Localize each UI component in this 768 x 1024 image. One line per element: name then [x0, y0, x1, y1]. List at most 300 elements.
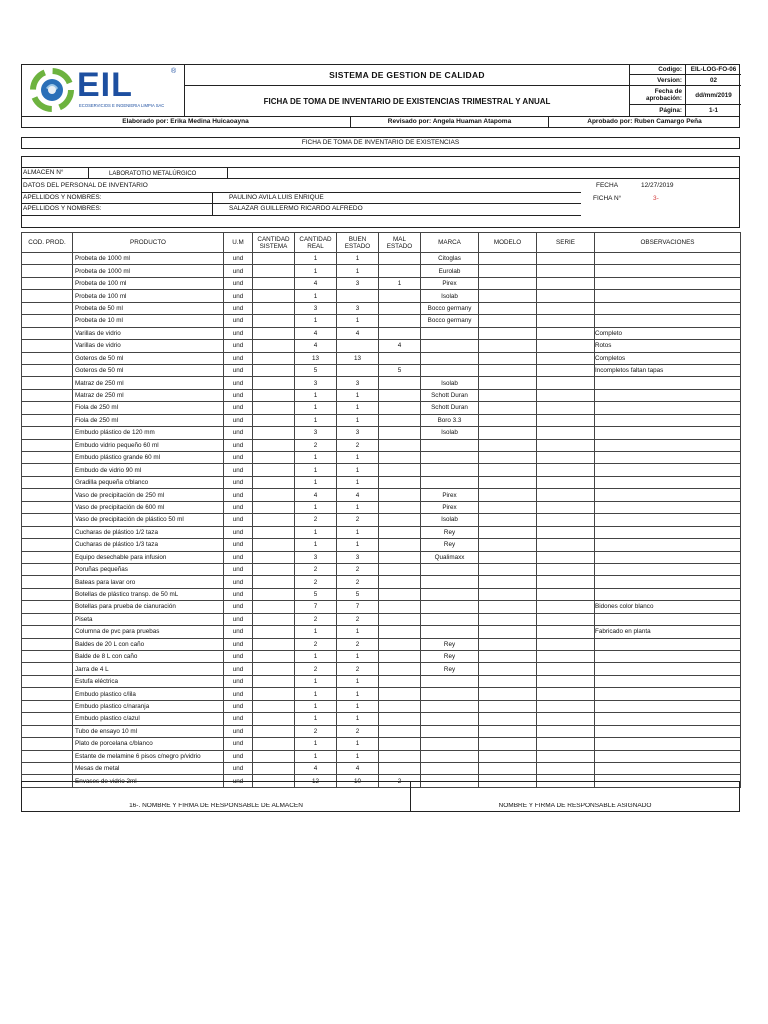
cantidad-sistema-cell — [253, 501, 295, 513]
producto-cell: Probeta de 100 ml — [73, 277, 224, 289]
cantidad-real-cell: 2 — [295, 576, 337, 588]
col-header: SERIE — [537, 233, 595, 253]
serie-cell — [537, 750, 595, 762]
buen-estado-cell: 2 — [337, 663, 379, 675]
table-row — [22, 713, 741, 725]
cod-cell — [22, 762, 73, 774]
buen-estado-cell: 3 — [337, 277, 379, 289]
mal-estado-cell — [379, 476, 421, 488]
warehouse-signature-label: 16-. NOMBRE Y FIRMA DE RESPONSABLE DE ALMACEN — [129, 803, 303, 809]
form-title: FICHA DE TOMA DE INVENTARIO DE EXISTENCIAS TRIMESTRAL Y ANUAL — [263, 96, 551, 106]
serie-cell — [537, 638, 595, 650]
marca-cell: Qualimaxx — [421, 551, 479, 563]
producto-cell: Matraz de 250 ml — [73, 389, 224, 401]
um-cell: und — [224, 452, 253, 464]
table-row — [22, 464, 741, 476]
buen-estado-cell: 10 — [337, 775, 379, 787]
um-cell: und — [224, 775, 253, 787]
serie-cell — [537, 563, 595, 575]
table-row — [22, 576, 741, 588]
buen-estado-cell: 1 — [337, 389, 379, 401]
marca-cell — [421, 613, 479, 625]
cantidad-sistema-cell — [253, 762, 295, 774]
mal-estado-cell — [379, 290, 421, 302]
col-header: CANTIDAD SISTEMA — [253, 233, 295, 253]
cantidad-real-cell: 1 — [295, 265, 337, 277]
modelo-cell — [479, 302, 537, 314]
observaciones-cell — [595, 427, 741, 439]
producto-cell: Fiola de 250 ml — [73, 414, 224, 426]
cod-cell — [22, 452, 73, 464]
buen-estado-cell: 1 — [337, 452, 379, 464]
observaciones-cell — [595, 302, 741, 314]
producto-cell: Vaso de precipitación de plástico 50 ml — [73, 514, 224, 526]
buen-estado-cell: 5 — [337, 588, 379, 600]
mal-estado-cell — [379, 452, 421, 464]
observaciones-cell — [595, 638, 741, 650]
um-cell: und — [224, 427, 253, 439]
observaciones-cell — [595, 265, 741, 277]
cantidad-real-cell: 4 — [295, 277, 337, 289]
observaciones-cell — [595, 439, 741, 451]
cantidad-real-cell: 5 — [295, 364, 337, 376]
signature-block — [21, 781, 740, 812]
observaciones-cell — [595, 750, 741, 762]
buen-estado-cell: 1 — [337, 700, 379, 712]
cantidad-real-cell: 2 — [295, 613, 337, 625]
cod-cell — [22, 340, 73, 352]
cod-cell — [22, 439, 73, 451]
modelo-cell — [479, 601, 537, 613]
observaciones-cell — [595, 514, 741, 526]
observaciones-cell — [595, 700, 741, 712]
cantidad-sistema-cell — [253, 675, 295, 687]
serie-cell — [537, 663, 595, 675]
cod-cell — [22, 539, 73, 551]
producto-cell: Embudo plastico c/lila — [73, 688, 224, 700]
cantidad-sistema-cell — [253, 464, 295, 476]
table-row — [22, 302, 741, 314]
cantidad-real-cell: 1 — [295, 688, 337, 700]
mal-estado-cell: 2 — [379, 775, 421, 787]
cantidad-real-cell: 2 — [295, 514, 337, 526]
buen-estado-cell — [337, 364, 379, 376]
cod-cell — [22, 551, 73, 563]
marca-cell — [421, 352, 479, 364]
cantidad-sistema-cell — [253, 638, 295, 650]
cod-cell — [22, 253, 73, 265]
cantidad-sistema-cell — [253, 539, 295, 551]
mal-estado-cell — [379, 626, 421, 638]
serie-cell — [537, 364, 595, 376]
marca-cell — [421, 713, 479, 725]
observaciones-cell — [595, 464, 741, 476]
um-cell: und — [224, 675, 253, 687]
producto-cell: Bateas para lavar oro — [73, 576, 224, 588]
modelo-cell — [479, 725, 537, 737]
mal-estado-cell — [379, 713, 421, 725]
table-header-row — [22, 233, 741, 253]
col-header: MAL ESTADO — [379, 233, 421, 253]
buen-estado-cell: 1 — [337, 539, 379, 551]
buen-estado-cell: 1 — [337, 713, 379, 725]
cantidad-sistema-cell — [253, 277, 295, 289]
cantidad-real-cell: 1 — [295, 651, 337, 663]
producto-cell: Embudo plastico c/azul — [73, 713, 224, 725]
table-row — [22, 563, 741, 575]
modelo-cell — [479, 340, 537, 352]
serie-cell — [537, 539, 595, 551]
marca-cell: Boro 3.3 — [421, 414, 479, 426]
cod-cell — [22, 626, 73, 638]
form-title-cell — [185, 86, 629, 116]
modelo-cell — [479, 738, 537, 750]
cantidad-sistema-cell — [253, 439, 295, 451]
serie-cell — [537, 265, 595, 277]
mal-estado-cell: 1 — [379, 277, 421, 289]
table-row — [22, 364, 741, 376]
buen-estado-cell: 1 — [337, 738, 379, 750]
buen-estado-cell: 1 — [337, 464, 379, 476]
modelo-cell — [479, 588, 537, 600]
um-cell: und — [224, 613, 253, 625]
observaciones-cell — [595, 389, 741, 401]
mal-estado-cell — [379, 315, 421, 327]
cod-cell — [22, 427, 73, 439]
producto-cell: Embudo vidrio pequeño 60 ml — [73, 439, 224, 451]
cod-cell — [22, 663, 73, 675]
apellidos-row-1 — [21, 192, 581, 204]
um-cell: und — [224, 315, 253, 327]
mal-estado-cell — [379, 265, 421, 277]
um-cell: und — [224, 539, 253, 551]
marca-cell — [421, 588, 479, 600]
producto-cell: Piseta — [73, 613, 224, 625]
cantidad-sistema-cell — [253, 253, 295, 265]
cod-cell — [22, 700, 73, 712]
modelo-cell — [479, 539, 537, 551]
cantidad-sistema-cell — [253, 476, 295, 488]
um-cell: und — [224, 402, 253, 414]
cantidad-real-cell: 1 — [295, 389, 337, 401]
observaciones-cell — [595, 526, 741, 538]
observaciones-cell — [595, 315, 741, 327]
table-row — [22, 539, 741, 551]
cantidad-sistema-cell — [253, 738, 295, 750]
modelo-cell — [479, 327, 537, 339]
codigo-label: Codigo: — [630, 64, 686, 75]
cod-cell — [22, 651, 73, 663]
serie-cell — [537, 290, 595, 302]
cantidad-real-cell: 4 — [295, 327, 337, 339]
producto-cell: Plato de porcelana c/blanco — [73, 738, 224, 750]
mal-estado-cell — [379, 638, 421, 650]
modelo-cell — [479, 427, 537, 439]
mal-estado-cell — [379, 427, 421, 439]
mal-estado-cell — [379, 514, 421, 526]
serie-cell — [537, 315, 595, 327]
serie-cell — [537, 277, 595, 289]
cantidad-real-cell: 1 — [295, 526, 337, 538]
buen-estado-cell: 1 — [337, 675, 379, 687]
col-header: PRODUCTO — [73, 233, 224, 253]
marca-cell: Isolab — [421, 377, 479, 389]
um-cell: und — [224, 327, 253, 339]
cantidad-sistema-cell — [253, 489, 295, 501]
buen-estado-cell: 4 — [337, 327, 379, 339]
table-row — [22, 651, 741, 663]
cantidad-real-cell: 13 — [295, 352, 337, 364]
serie-cell — [537, 700, 595, 712]
cod-cell — [22, 290, 73, 302]
producto-cell: Baldes de 20 L con caño — [73, 638, 224, 650]
um-cell: und — [224, 290, 253, 302]
modelo-cell — [479, 389, 537, 401]
cantidad-sistema-cell — [253, 576, 295, 588]
um-cell: und — [224, 464, 253, 476]
fecha-aprobacion-label: Fecha de aprobación: — [630, 86, 686, 105]
producto-cell: Tubo de ensayo 10 ml — [73, 725, 224, 737]
producto-cell: Poruñas pequeñas — [73, 563, 224, 575]
col-header: U.M — [224, 233, 253, 253]
producto-cell: Embudo plastico c/naranja — [73, 700, 224, 712]
table-row — [22, 489, 741, 501]
marca-cell: Rey — [421, 526, 479, 538]
cod-cell — [22, 576, 73, 588]
marca-cell — [421, 601, 479, 613]
um-cell: und — [224, 364, 253, 376]
buen-estado-cell: 4 — [337, 489, 379, 501]
table-row — [22, 626, 741, 638]
modelo-cell — [479, 377, 537, 389]
marca-cell — [421, 688, 479, 700]
apellidos-value-1: PAULINO AVILA LUIS ENRIQUE — [229, 194, 324, 202]
serie-cell — [537, 526, 595, 538]
producto-cell: Cucharas de plástico 1/2 taza — [73, 526, 224, 538]
marca-cell: Eurolab — [421, 265, 479, 277]
modelo-cell — [479, 713, 537, 725]
buen-estado-cell: 1 — [337, 626, 379, 638]
cantidad-sistema-cell — [253, 427, 295, 439]
pagina-label: Página: — [630, 105, 686, 116]
cod-cell — [22, 327, 73, 339]
marca-cell — [421, 576, 479, 588]
mal-estado-cell: 5 — [379, 364, 421, 376]
mal-estado-cell — [379, 663, 421, 675]
producto-cell: Goteros de 50 ml — [73, 364, 224, 376]
marca-cell: Pirex — [421, 501, 479, 513]
cantidad-sistema-cell — [253, 526, 295, 538]
modelo-cell — [479, 464, 537, 476]
producto-cell: Probeta de 100 ml — [73, 290, 224, 302]
buen-estado-cell: 13 — [337, 352, 379, 364]
um-cell: und — [224, 253, 253, 265]
cantidad-real-cell: 1 — [295, 750, 337, 762]
cod-cell — [22, 265, 73, 277]
col-header: MARCA — [421, 233, 479, 253]
um-cell: und — [224, 514, 253, 526]
cod-cell — [22, 377, 73, 389]
mal-estado-cell — [379, 389, 421, 401]
modelo-cell — [479, 253, 537, 265]
mal-estado-cell — [379, 750, 421, 762]
mal-estado-cell — [379, 526, 421, 538]
cantidad-sistema-cell — [253, 514, 295, 526]
producto-cell: Probeta de 10 ml — [73, 315, 224, 327]
serie-cell — [537, 588, 595, 600]
approvals-row — [21, 116, 740, 128]
producto-cell: Probeta de 1000 ml — [73, 253, 224, 265]
system-title: SISTEMA DE GESTION DE CALIDAD — [329, 69, 485, 80]
cantidad-real-cell: 1 — [295, 253, 337, 265]
observaciones-cell — [595, 501, 741, 513]
buen-estado-cell: 1 — [337, 265, 379, 277]
cantidad-sistema-cell — [253, 265, 295, 277]
marca-cell: Schott Duran — [421, 402, 479, 414]
fecha-value: 12/27/2019 — [641, 181, 674, 189]
table-row — [22, 501, 741, 513]
um-cell: und — [224, 638, 253, 650]
marca-cell: Rey — [421, 651, 479, 663]
buen-estado-cell: 1 — [337, 414, 379, 426]
cod-cell — [22, 750, 73, 762]
modelo-cell — [479, 762, 537, 774]
cantidad-real-cell: 4 — [295, 340, 337, 352]
modelo-cell — [479, 439, 537, 451]
mal-estado-cell — [379, 738, 421, 750]
table-row — [22, 675, 741, 687]
buen-estado-cell: 1 — [337, 688, 379, 700]
cod-cell — [22, 588, 73, 600]
producto-cell: Matraz de 250 ml — [73, 377, 224, 389]
um-cell: und — [224, 688, 253, 700]
cantidad-real-cell: 1 — [295, 290, 337, 302]
producto-cell: Embudo plástico de 120 mm — [73, 427, 224, 439]
marca-cell — [421, 464, 479, 476]
serie-cell — [537, 476, 595, 488]
buen-estado-cell: 1 — [337, 253, 379, 265]
buen-estado-cell: 2 — [337, 576, 379, 588]
serie-cell — [537, 352, 595, 364]
almacen-row — [21, 167, 740, 179]
observaciones-cell — [595, 651, 741, 663]
observaciones-cell — [595, 563, 741, 575]
apellidos-row-2 — [21, 204, 581, 216]
cantidad-sistema-cell — [253, 352, 295, 364]
modelo-cell — [479, 514, 537, 526]
col-header: MODELO — [479, 233, 537, 253]
modelo-cell — [479, 651, 537, 663]
cod-cell — [22, 601, 73, 613]
serie-cell — [537, 452, 595, 464]
modelo-cell — [479, 526, 537, 538]
table-row — [22, 439, 741, 451]
um-cell: und — [224, 651, 253, 663]
buen-estado-cell: 2 — [337, 638, 379, 650]
modelo-cell — [479, 315, 537, 327]
producto-cell: Botellas para prueba de cianuración — [73, 601, 224, 613]
buen-estado-cell: 1 — [337, 402, 379, 414]
marca-cell: Isolab — [421, 514, 479, 526]
observaciones-cell — [595, 414, 741, 426]
cantidad-real-cell: 1 — [295, 452, 337, 464]
producto-cell: Varillas de vidrio — [73, 327, 224, 339]
cod-cell — [22, 277, 73, 289]
fecha-aprobacion-value: dd/mm/2019 — [686, 86, 741, 105]
modelo-cell — [479, 576, 537, 588]
observaciones-cell — [595, 588, 741, 600]
cantidad-sistema-cell — [253, 389, 295, 401]
observaciones-cell — [595, 402, 741, 414]
marca-cell — [421, 340, 479, 352]
buen-estado-cell: 1 — [337, 501, 379, 513]
modelo-cell — [479, 277, 537, 289]
observaciones-cell — [595, 576, 741, 588]
modelo-cell — [479, 626, 537, 638]
um-cell: und — [224, 725, 253, 737]
cod-cell — [22, 563, 73, 575]
cantidad-real-cell: 1 — [295, 402, 337, 414]
table-row — [22, 738, 741, 750]
table-row — [22, 265, 741, 277]
col-header: BUEN ESTADO — [337, 233, 379, 253]
table-row — [22, 750, 741, 762]
cantidad-real-cell: 2 — [295, 638, 337, 650]
marca-cell: Rey — [421, 663, 479, 675]
table-body — [22, 253, 741, 788]
cantidad-sistema-cell — [253, 315, 295, 327]
cod-cell — [22, 364, 73, 376]
cod-cell — [22, 489, 73, 501]
producto-cell: Columna de pvc para pruebas — [73, 626, 224, 638]
serie-cell — [537, 688, 595, 700]
producto-cell: Equipo desechable para infusion — [73, 551, 224, 563]
apellidos-value-2: SALAZAR GUILLERMO RICARDO ALFREDO — [229, 205, 363, 213]
buen-estado-cell: 1 — [337, 750, 379, 762]
table-row — [22, 402, 741, 414]
serie-cell — [537, 377, 595, 389]
mal-estado-cell — [379, 700, 421, 712]
marca-cell — [421, 452, 479, 464]
buen-estado-cell — [337, 290, 379, 302]
table-row — [22, 476, 741, 488]
modelo-cell — [479, 688, 537, 700]
mal-estado-cell — [379, 539, 421, 551]
cantidad-real-cell: 12 — [295, 775, 337, 787]
um-cell: und — [224, 277, 253, 289]
marca-cell: Bocco germany — [421, 315, 479, 327]
marca-cell — [421, 439, 479, 451]
logo-brand: EIL — [77, 66, 133, 104]
observaciones-cell: Completo — [595, 327, 741, 339]
modelo-cell — [479, 638, 537, 650]
table-row — [22, 725, 741, 737]
um-cell: und — [224, 414, 253, 426]
observaciones-cell — [595, 452, 741, 464]
cod-cell — [22, 675, 73, 687]
serie-cell — [537, 253, 595, 265]
cantidad-real-cell: 3 — [295, 302, 337, 314]
revisado-por: Revisado por: Angela Huaman Atapoma — [351, 117, 549, 128]
almacen-label: ALMACEN N° — [23, 169, 64, 177]
mal-estado-cell — [379, 613, 421, 625]
um-cell: und — [224, 389, 253, 401]
observaciones-cell: Bidones color blanco — [595, 601, 741, 613]
cod-cell — [22, 638, 73, 650]
mal-estado-cell — [379, 675, 421, 687]
mal-estado-cell — [379, 464, 421, 476]
observaciones-cell — [595, 539, 741, 551]
